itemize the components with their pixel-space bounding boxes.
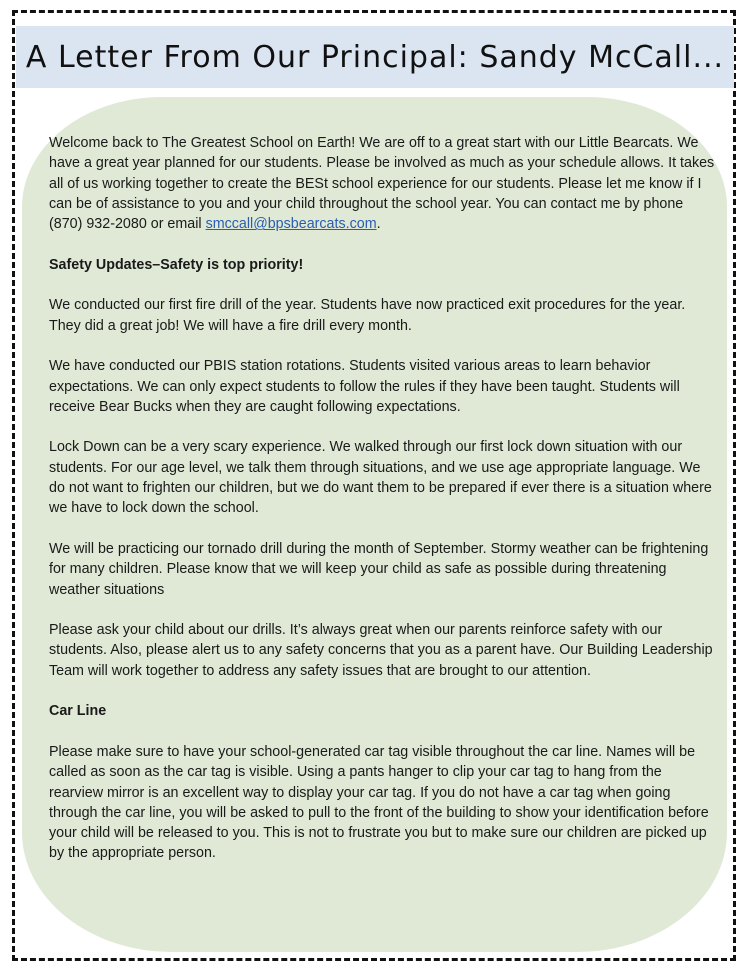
- safety-heading: Safety Updates–Safety is top priority!: [49, 256, 304, 273]
- drills-paragraph: Please ask your child about our drills. It’s always great when our parents reinforce safety with our students. Also, please alert us to any safety concerns that you as a parent have. Our Building Leadership Team will work together to address any safety issues that are brought to our attention.: [49, 622, 713, 679]
- intro-text: Welcome back to The Greatest School on Earth! We are off to a great start with our Little Bearcats. We have a great year planned for our students. Please be involved as much as your schedule allows. It takes all of us working together to create the BESt school experience for our students. Please let me know if I can be of assistance to you and your child throughout the school year. You can contact me by phone (870) 932-2080 or email: [49, 135, 715, 233]
- email-link[interactable]: smccall@bpsbearcats.com: [205, 216, 377, 233]
- tornado-paragraph: We will be practicing our tornado drill during the month of September. Stormy weather can be frightening for many children. Please know that we will keep your child as safe as possible during threatening weather situations: [49, 540, 709, 598]
- lockdown-paragraph: Lock Down can be a very scary experience. We walked through our first lock down situation with our students. For our age level, we talk them through situations, and we use age appropriate language. We do not want to frighten our children, but we do want them to be prepared if ever there is a situation where we have to lock down the school.: [49, 439, 712, 517]
- car-line-heading: Car Line: [49, 703, 107, 720]
- intro-paragraph: [49, 133, 719, 234]
- pbis-paragraph: We have conducted our PBIS station rotations. Students visited various areas to learn behavior expectations. We can only expect students to follow the rules if they have been taught. Students will receive Bear Bucks when they are caught following expectations.: [49, 358, 680, 415]
- intro-end: .: [376, 216, 381, 233]
- page-title: A Letter From Our Principal: Sandy McCall...: [25, 39, 725, 75]
- fire-drill-paragraph: We conducted our first fire drill of the year. Students have now practiced exit procedures for the year. They did a great job! We will have a fire drill every month.: [49, 297, 686, 334]
- title-banner: [16, 26, 734, 88]
- letter-body: [49, 133, 719, 884]
- car-line-paragraph: Please make sure to have your school-generated car tag visible throughout the car line. Names will be called as soon as the car tag is visible. Using a pants hanger to clip your car tag to hang from the rearview mirror is an excellent way to display your car tag. If you do not have a car tag when going through the car line, you will be asked to pull to the front of the building to show your identification before your child will be released to you. This is not to frustrate you but to make sure our children are picked up by the appropriate person.: [49, 743, 709, 862]
